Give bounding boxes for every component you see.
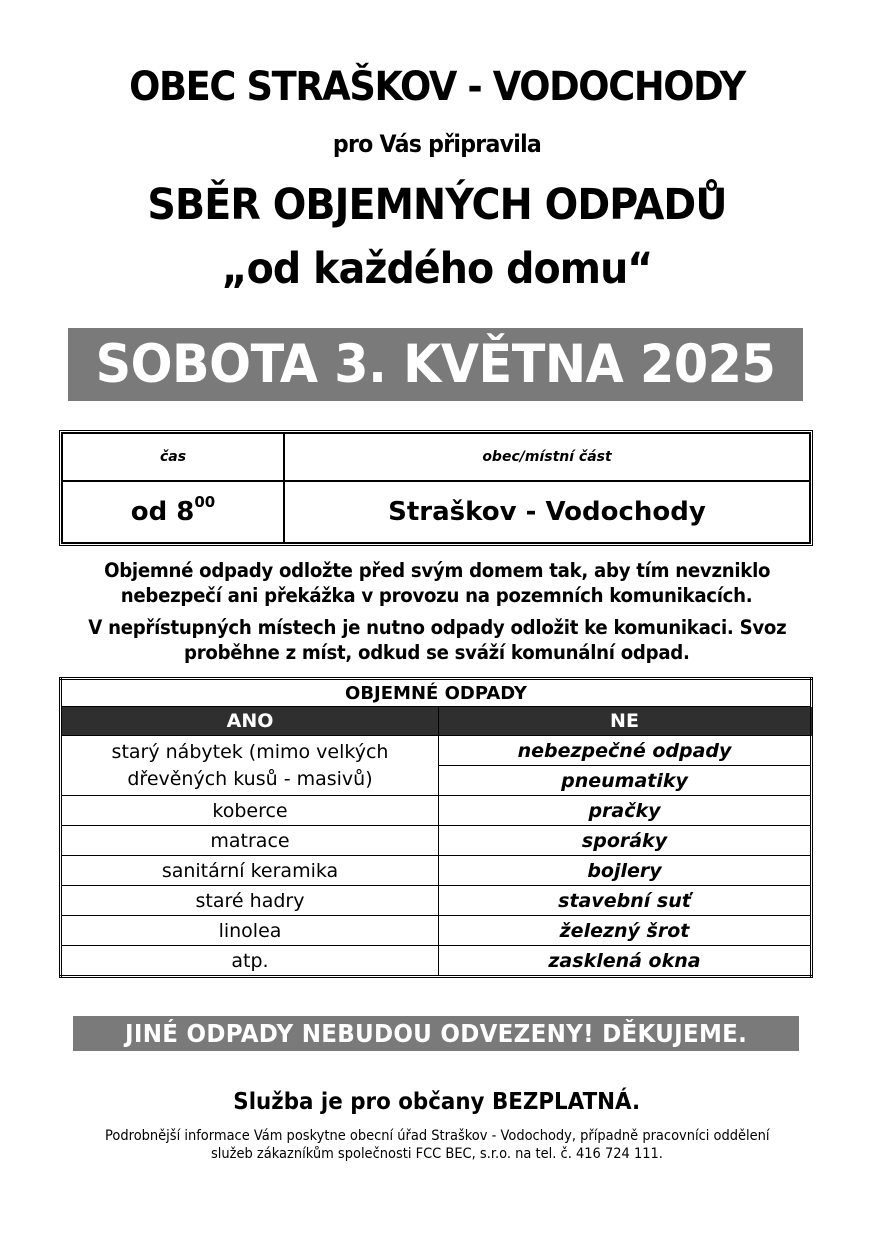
no-item: zasklená okna — [439, 946, 812, 977]
instructions-line: proběhne z míst, odkud se sváží komunální odpad. — [184, 641, 690, 664]
yes-item-line: starý nábytek (mimo velkých — [111, 740, 389, 763]
yes-item: koberce — [61, 796, 439, 826]
contact-info — [0, 1127, 874, 1163]
no-item: stavební suť — [439, 886, 812, 916]
no-item: železný šrot — [439, 916, 812, 946]
schedule-time — [62, 481, 284, 543]
schedule-time-minutes: 00 — [194, 493, 216, 511]
contact-info-line: služeb zákazníkům společnosti FCC BEC, s.r.o. na tel. č. 416 724 111. — [211, 1146, 663, 1162]
warning-banner — [73, 1016, 799, 1051]
yes-item: sanitární keramika — [61, 856, 439, 886]
yes-item: atp. — [61, 946, 439, 977]
municipality-title: OBEC STRAŠKOV - VODOCHODY — [129, 64, 745, 110]
date-text: SOBOTA 3. KVĚTNA 2025 — [95, 334, 776, 395]
event-subtitle: „od každého domu“ — [221, 244, 653, 294]
free-service-text: Služba je pro občany BEZPLATNÁ. — [233, 1089, 641, 1115]
no-item: pračky — [439, 796, 812, 826]
instructions-paragraph-1 — [0, 558, 874, 608]
event-title: SBĚR OBJEMNÝCH ODPADŮ — [147, 180, 727, 230]
yes-item: matrace — [61, 826, 439, 856]
no-item: bojlery — [439, 856, 812, 886]
instructions-line: Objemné odpady odložte před svým domem tak, aby tím nevzniklo — [103, 559, 771, 582]
no-item: sporáky — [439, 826, 812, 856]
waste-table — [59, 677, 813, 978]
table-row — [61, 796, 812, 826]
yes-item: staré hadry — [61, 886, 439, 916]
no-item: nebezpečné odpady — [439, 736, 812, 766]
table-row — [61, 826, 812, 856]
table-row — [61, 946, 812, 977]
schedule-header-time: čas — [62, 433, 284, 481]
no-item: pneumatiky — [439, 766, 812, 796]
instructions-line: nebezpečí ani překážka v provozu na pozemních komunikacích. — [121, 584, 753, 607]
prepared-for-you-text: pro Vás připravila — [332, 130, 542, 158]
instructions-paragraph-2 — [0, 615, 874, 665]
date-banner — [68, 328, 803, 401]
warning-text: JINÉ ODPADY NEBUDOU ODVEZENY! DĚKUJEME. — [124, 1019, 748, 1048]
instructions-line: V nepřístupných místech je nutno odpady odložit ke komunikaci. Svoz — [87, 616, 787, 639]
waste-col-yes: ANO — [61, 707, 439, 736]
yes-item-line: dřevěných kusů - masivů) — [127, 767, 373, 790]
schedule-time-prefix: od 8 — [130, 497, 195, 527]
schedule-table — [59, 430, 813, 546]
waste-table-caption: OBJEMNÉ ODPADY — [61, 679, 812, 707]
table-row — [61, 736, 812, 766]
free-service-note — [0, 1089, 874, 1115]
table-row — [61, 856, 812, 886]
waste-col-no: NE — [439, 707, 812, 736]
schedule-header-location: obec/místní část — [284, 433, 810, 481]
yes-item — [61, 736, 439, 796]
yes-item: linolea — [61, 916, 439, 946]
table-row — [61, 916, 812, 946]
schedule-location: Straškov - Vodochody — [284, 481, 810, 543]
contact-info-line: Podrobnější informace Vám poskytne obecní úřad Straškov - Vodochody, případně pracovníci oddělení — [104, 1128, 770, 1144]
table-row — [61, 886, 812, 916]
